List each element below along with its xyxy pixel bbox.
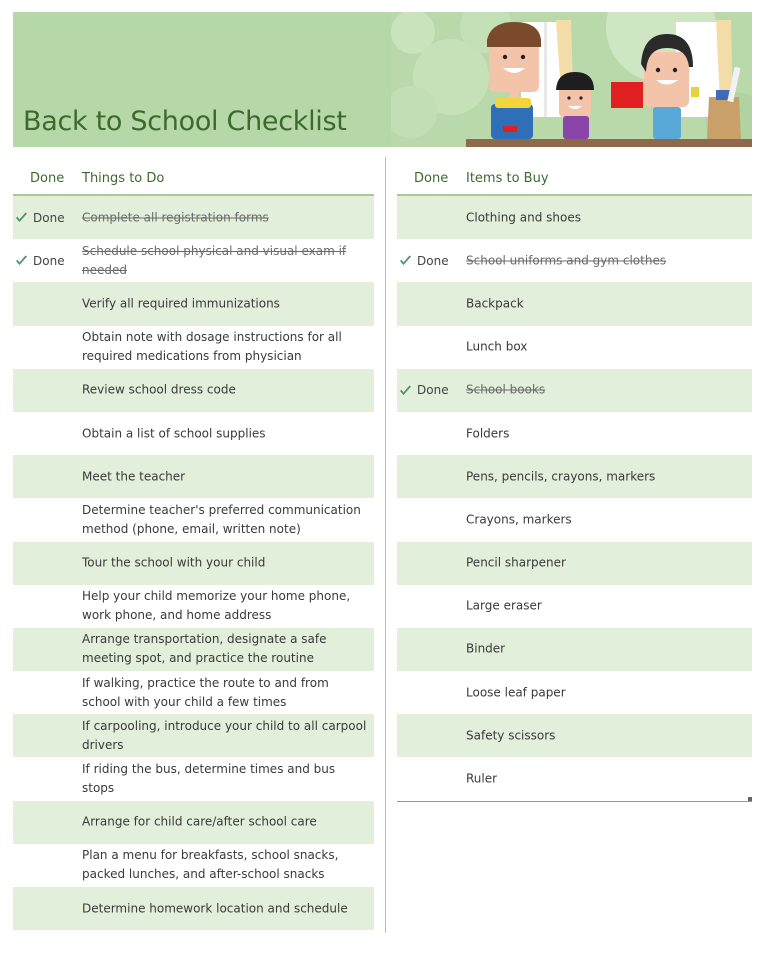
- table-row[interactable]: [397, 542, 752, 585]
- table-row[interactable]: [13, 455, 374, 498]
- done-cell[interactable]: [13, 282, 77, 325]
- done-label: Done: [33, 253, 65, 268]
- done-cell[interactable]: [13, 326, 77, 369]
- task-text: Lunch box: [466, 339, 528, 354]
- done-cell[interactable]: [397, 369, 461, 412]
- table-row[interactable]: [397, 282, 752, 325]
- done-cell[interactable]: [397, 455, 461, 498]
- table-header: [13, 160, 374, 196]
- done-cell[interactable]: [13, 455, 77, 498]
- task-text: Help your child memorize your home phone, work phone, and home address: [82, 589, 351, 623]
- table-row[interactable]: [397, 369, 752, 412]
- task-text: Determine teacher's preferred communication method (phone, email, written note): [82, 502, 361, 536]
- table-row[interactable]: [13, 757, 374, 800]
- task-text: If walking, practice the route to and from school with your child a few times: [82, 675, 329, 709]
- page-title: Back to School Checklist: [23, 106, 347, 137]
- done-label: Done: [33, 210, 65, 225]
- header-banner: [13, 12, 752, 147]
- done-label: Done: [417, 383, 449, 398]
- things-to-do-column-header: Things to Do: [82, 171, 165, 186]
- table-row[interactable]: [13, 326, 374, 369]
- task-text: Pencil sharpener: [466, 555, 566, 570]
- task-text: Clothing and shoes: [466, 210, 581, 225]
- task-text: Meet the teacher: [82, 469, 186, 484]
- table-bottom-border: [397, 801, 752, 802]
- done-column-header: Done: [414, 171, 449, 186]
- table-row[interactable]: [13, 542, 374, 585]
- done-cell[interactable]: [13, 757, 77, 800]
- done-cell[interactable]: [397, 671, 461, 714]
- task-text: Ruler: [466, 771, 498, 786]
- table-header: [397, 160, 752, 196]
- table-row[interactable]: [397, 498, 752, 541]
- items-to-buy-column-header: Items to Buy: [466, 171, 549, 186]
- table-row[interactable]: [13, 412, 374, 455]
- task-text: School books: [466, 382, 546, 397]
- column-divider: [385, 157, 386, 933]
- task-text: Safety scissors: [466, 728, 556, 743]
- done-cell[interactable]: [397, 542, 461, 585]
- task-text: Tour the school with your child: [82, 555, 266, 570]
- table-row[interactable]: [13, 714, 374, 757]
- table-row[interactable]: [13, 671, 374, 714]
- items-to-buy-table: [397, 160, 752, 802]
- done-cell[interactable]: [13, 585, 77, 628]
- done-cell[interactable]: [13, 844, 77, 887]
- task-text: Folders: [466, 426, 510, 441]
- done-cell[interactable]: [13, 542, 77, 585]
- task-text: If carpooling, introduce your child to all carpool drivers: [82, 718, 367, 752]
- table-row[interactable]: [397, 757, 752, 800]
- done-column-header: Done: [30, 171, 65, 186]
- task-text: Backpack: [466, 296, 524, 311]
- task-text: Schedule school physical and visual exam if needed: [82, 243, 347, 277]
- task-text: Verify all required immunizations: [82, 296, 280, 311]
- task-text: Pens, pencils, crayons, markers: [466, 469, 656, 484]
- table-row[interactable]: [397, 714, 752, 757]
- table-row[interactable]: [397, 239, 752, 282]
- done-cell[interactable]: [13, 412, 77, 455]
- checkmark-icon: [399, 385, 412, 396]
- task-text: Plan a menu for breakfasts, school snacks, packed lunches, and after-school snacks: [82, 848, 339, 882]
- done-cell[interactable]: [13, 671, 77, 714]
- table-resize-handle[interactable]: [748, 797, 752, 801]
- table-row[interactable]: [397, 585, 752, 628]
- table-row[interactable]: [13, 239, 374, 282]
- task-text: Arrange for child care/after school care: [82, 814, 317, 829]
- task-text: Binder: [466, 641, 506, 656]
- table-row[interactable]: [397, 628, 752, 671]
- family-illustration-icon: [391, 12, 752, 147]
- done-cell[interactable]: [13, 628, 77, 671]
- table-row[interactable]: [397, 671, 752, 714]
- done-cell[interactable]: [13, 369, 77, 412]
- table-row[interactable]: [397, 196, 752, 239]
- done-cell[interactable]: [397, 196, 461, 239]
- task-text: Crayons, markers: [466, 512, 572, 527]
- table-row[interactable]: [397, 455, 752, 498]
- things-to-do-table: [13, 160, 374, 930]
- done-cell[interactable]: [13, 498, 77, 541]
- task-text: If riding the bus, determine times and bus stops: [82, 762, 336, 796]
- table-row[interactable]: [13, 196, 374, 239]
- task-text: Review school dress code: [82, 382, 236, 397]
- done-cell[interactable]: [397, 585, 461, 628]
- table-row[interactable]: [13, 585, 374, 628]
- done-cell[interactable]: [13, 239, 77, 282]
- table-body: [13, 196, 374, 930]
- done-cell[interactable]: [13, 196, 77, 239]
- task-text: Determine homework location and schedule: [82, 901, 348, 916]
- table-row[interactable]: [13, 498, 374, 541]
- table-row[interactable]: [13, 282, 374, 325]
- table-row[interactable]: [13, 369, 374, 412]
- checkmark-icon: [15, 212, 28, 223]
- done-cell[interactable]: [397, 757, 461, 800]
- done-cell[interactable]: [397, 498, 461, 541]
- task-text: School uniforms and gym clothes: [466, 253, 667, 268]
- done-cell[interactable]: [397, 628, 461, 671]
- done-cell[interactable]: [13, 714, 77, 757]
- done-cell[interactable]: [397, 326, 461, 369]
- done-cell[interactable]: [397, 282, 461, 325]
- done-label: Done: [417, 253, 449, 268]
- table-row[interactable]: [13, 628, 374, 671]
- task-text: Obtain note with dosage instructions for all required medications from physician: [82, 330, 342, 364]
- table-row[interactable]: [397, 412, 752, 455]
- task-text: Arrange transportation, designate a safe meeting spot, and practice the routine: [82, 632, 327, 666]
- done-cell[interactable]: [13, 801, 77, 844]
- done-cell[interactable]: [397, 239, 461, 282]
- table-row[interactable]: [13, 844, 374, 887]
- task-text: Obtain a list of school supplies: [82, 426, 266, 441]
- table-body: [397, 196, 752, 801]
- done-cell[interactable]: [13, 887, 77, 930]
- table-row[interactable]: [13, 887, 374, 930]
- task-text: Complete all registration forms: [82, 210, 269, 225]
- checkmark-icon: [15, 255, 28, 266]
- done-cell[interactable]: [397, 714, 461, 757]
- table-row[interactable]: [397, 326, 752, 369]
- task-text: Loose leaf paper: [466, 685, 566, 700]
- task-text: Large eraser: [466, 598, 542, 613]
- done-cell[interactable]: [397, 412, 461, 455]
- checkmark-icon: [399, 255, 412, 266]
- table-row[interactable]: [13, 801, 374, 844]
